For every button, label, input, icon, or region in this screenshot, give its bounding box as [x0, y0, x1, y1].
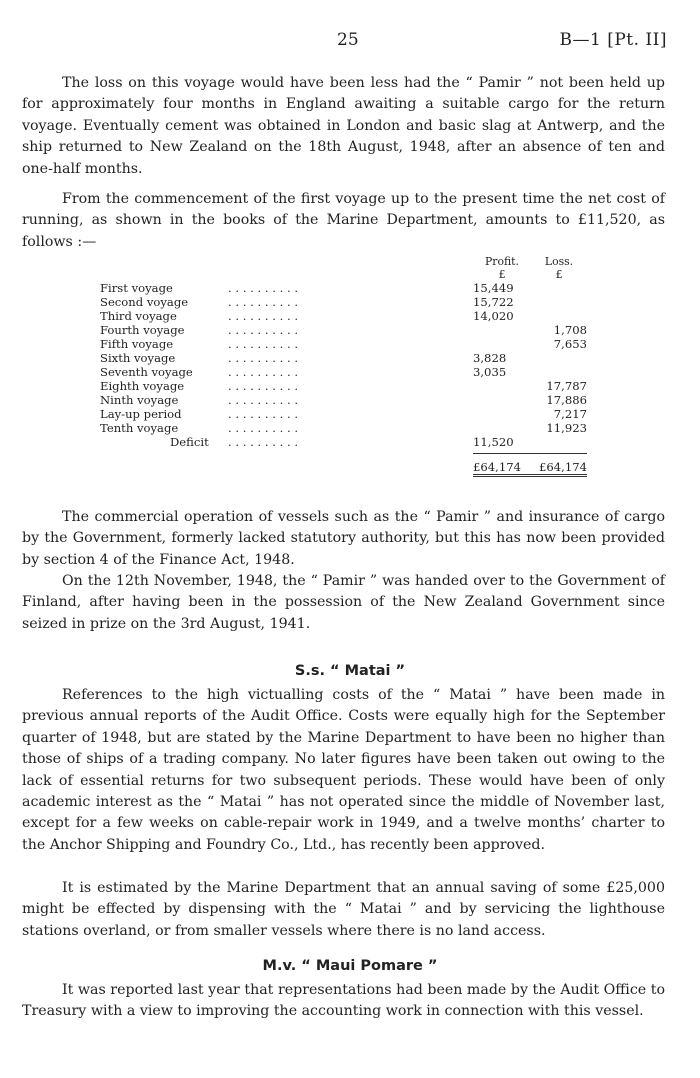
row-profit: 15,722	[473, 295, 514, 309]
row-label: Fourth voyage	[100, 323, 185, 337]
table-row	[100, 393, 587, 407]
row-loss: 11,923	[546, 421, 587, 435]
row-profit: 3,828	[473, 351, 507, 365]
dot-leader: . . . . . . . . . .	[228, 379, 299, 393]
row-label: Second voyage	[100, 295, 189, 309]
table-row	[100, 323, 587, 337]
row-profit: 3,035	[473, 365, 507, 379]
heading-matai: S.s. “ Matai ”	[294, 663, 406, 679]
deficit-profit: 11,520	[473, 435, 514, 449]
dot-leader: . . . . . . . . . .	[228, 281, 299, 295]
total-profit: £64,174	[473, 454, 531, 476]
profit-column-header: Profit.	[485, 255, 519, 268]
dot-leader: . . . . . . . . . .	[228, 323, 299, 337]
row-label: Seventh voyage	[100, 365, 193, 379]
profit-currency: £	[498, 268, 506, 281]
row-label: Third voyage	[100, 309, 177, 323]
row-label: Lay-up period	[100, 407, 182, 421]
table-row	[100, 295, 587, 309]
table-row	[100, 309, 587, 323]
table-row	[100, 365, 587, 379]
heading-maui-pomare: M.v. “ Maui Pomare ”	[262, 958, 438, 974]
paragraph-maui-pomare: It was reported last year that representations had been made by the Audit Office to Treasury with a view to improving the accounting work in connection with this vessel.	[22, 982, 665, 1020]
deficit-row	[100, 435, 587, 449]
table-row	[100, 351, 587, 365]
deficit-label: Deficit	[170, 435, 209, 449]
row-profit: 15,449	[473, 281, 514, 295]
row-loss	[531, 309, 587, 323]
paragraph-commercial-operation: The commercial operation of vessels such as the “ Pamir ” and insurance of cargo by the Government, formerly lacked statutory authority, but this has now been provided by section 4 of the Finance Act, 1948.	[22, 509, 665, 568]
row-label: Eighth voyage	[100, 379, 185, 393]
dot-leader: . . . . . . . . . .	[228, 351, 299, 365]
row-profit	[473, 393, 531, 407]
table-row	[100, 421, 587, 435]
dot-leader: . . . . . . . . . .	[228, 393, 299, 407]
paragraph-pamir-loss: The loss on this voyage would have been less had the “ Pamir ” not been held up for approximately four months in England awaiting a suitable cargo for the return voyage. Eventually cement was obtained in London and basic slag at Antwerp, and the ship returned to New Zealand on the 18th August, 1948, after an absence of ten and one-half months.	[22, 75, 665, 177]
dot-leader: . . . . . . . . . .	[228, 337, 299, 351]
totals-row	[100, 454, 587, 476]
row-profit	[473, 379, 531, 393]
row-loss	[531, 281, 587, 295]
voyage-table	[100, 255, 587, 477]
paragraph-handover: On the 12th November, 1948, the “ Pamir ” was handed over to the Government of Finland, after having been in the possession of the New Zealand Government since seized in prize on the 3rd August, 1941.	[22, 573, 665, 632]
dot-leader: . . . . . . . . . .	[228, 309, 299, 323]
row-label: First voyage	[100, 281, 173, 295]
dot-leader: . . . . . . . . . .	[228, 365, 299, 379]
row-label: Fifth voyage	[100, 337, 174, 351]
row-loss: 1,708	[553, 323, 587, 337]
total-loss: £64,174	[531, 454, 587, 476]
row-loss: 7,653	[553, 337, 587, 351]
row-loss: 17,886	[546, 393, 587, 407]
row-loss	[531, 351, 587, 365]
row-profit: 14,020	[473, 309, 514, 323]
paragraph-matai-saving: It is estimated by the Marine Department that an annual saving of some £25,000 might be effected by dispensing with the “ Matai ” and by servicing the lighthouse stations overland, or from smaller vessels where there is no land access.	[22, 880, 665, 939]
table-row	[100, 281, 587, 295]
table-header-row	[100, 255, 587, 268]
dot-leader: . . . . . . . . . .	[228, 407, 299, 421]
row-label: Tenth voyage	[100, 421, 179, 435]
document-reference: B—1 [Pt. II]	[559, 30, 667, 50]
loss-currency: £	[555, 268, 563, 281]
row-profit	[473, 323, 531, 337]
row-profit	[473, 337, 531, 351]
row-loss	[531, 295, 587, 309]
dot-leader: . . . . . . . . . .	[228, 421, 299, 435]
table-row	[100, 379, 587, 393]
table-row	[100, 337, 587, 351]
row-profit	[473, 421, 531, 435]
row-profit	[473, 407, 531, 421]
paragraph-net-cost: From the commencement of the first voyage up to the present time the net cost of running, as shown in the books of the Marine Department, amounts to £11,520, as follows :—	[22, 191, 665, 250]
row-loss	[531, 365, 587, 379]
row-label: Sixth voyage	[100, 351, 176, 365]
row-loss: 7,217	[553, 407, 587, 421]
table-row	[100, 407, 587, 421]
row-label: Ninth voyage	[100, 393, 179, 407]
paragraph-matai-costs: References to the high victualling costs of the “ Matai ” have been made in previous annual reports of the Audit Office. Costs were equally high for the September quarter of 1948, but are stated by the Marine Department to have been no higher than those of ships of a trading company. No later figures have been taken out owing to the lack of essential returns for two subsequent periods. These would have been of only academic interest as the “ Matai ” has not operated since the middle of November last, except for a few weeks on cable-repair work in 1949, and a twelve months’ charter to the Anchor Shipping and Foundry Co., Ltd., has recently been approved.	[22, 687, 665, 853]
row-loss: 17,787	[546, 379, 587, 393]
page-number: 25	[337, 30, 359, 50]
loss-column-header: Loss.	[544, 255, 574, 268]
table-currency-row	[100, 268, 587, 281]
dot-leader: . . . . . . . . . .	[228, 435, 299, 449]
dot-leader: . . . . . . . . . .	[228, 295, 299, 309]
